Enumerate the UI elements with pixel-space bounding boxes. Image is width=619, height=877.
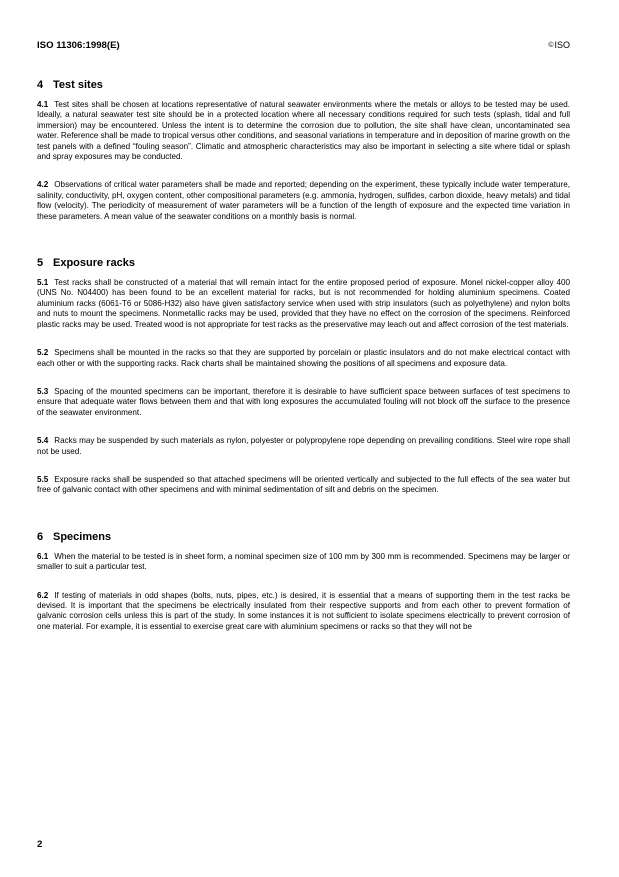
clause-number: 4.2 <box>37 180 49 190</box>
clause-number: 5.3 <box>37 386 49 396</box>
clause-number: 6.2 <box>37 590 49 600</box>
clause-text: If testing of materials in odd shapes (bolts, nuts, pipes, etc.) is desired, it is essential that a means of supporting them in the test racks be devised. It is important that the specimens be electrically insulated from their respective supports and from each other to prevent formation of galvanic corrosion cells unless this is part of the study. In some instances it is not sufficient to isolate specimens electrically to prevent corrosion of one material. For example, it is essential to exercise great care with aluminium specimens or racks so that they will not be <box>37 590 570 631</box>
copyright-notice <box>548 40 570 50</box>
clause-number: 5.5 <box>37 474 49 484</box>
clause-paragraph <box>37 387 570 418</box>
copyright-org: ISO <box>554 40 570 50</box>
clause-number: 5.4 <box>37 436 49 446</box>
standard-designation: ISO 11306:1998(E) <box>37 40 120 51</box>
clause-paragraph <box>37 100 570 162</box>
clause-paragraph <box>37 278 570 330</box>
clause-paragraph <box>37 348 570 369</box>
clause-text: Spacing of the mounted specimens can be important, therefore it is desirable to have sufficient space between surfaces of test specimens to ensure that adequate water flows between them and that with long exposures the accumulated fouling will not block off the surface to the presence of the seawater environment. <box>37 386 570 417</box>
clause-text: Racks may be suspended by such materials as nylon, polyester or polypropylene rope depending on prevailing conditions. Steel wire rope shall not be used. <box>37 436 570 456</box>
section-heading <box>37 531 570 543</box>
clause-number: 4.1 <box>37 100 49 109</box>
clause-text: When the material to be tested is in sheet form, a nominal specimen size of 100 mm by 300 mm is recommended. Specimens may be larger or smaller to suit a particular test. <box>37 551 570 572</box>
section-number: 4 <box>37 79 44 91</box>
clause-paragraph <box>37 436 570 457</box>
clause-paragraph <box>37 475 570 496</box>
section-specimens <box>37 531 570 632</box>
clause-number: 6.1 <box>37 551 49 561</box>
clause-number: 5.1 <box>37 278 49 288</box>
section-title: Exposure racks <box>53 257 135 270</box>
clause-paragraph <box>37 552 570 573</box>
section-title: Specimens <box>53 530 112 543</box>
section-number: 6 <box>37 530 44 543</box>
clause-text: Observations of critical water parameters shall be made and reported; depending on the experiment, these typically include water temperature, salinity, conductivity, pH, oxygen content, other compositional parameters (e.g. ammonia, hydrogen, sulfides, carbon dioxide, heavy metals) and tidal flow (velocity). The periodicity of measurement of water parameters will be a function of the length of exposure and the expected time variation in these parameters. A mean value of the seawater conditions on a monthly basis is normal. <box>37 180 570 221</box>
page-body <box>37 79 570 632</box>
copyright-symbol: © <box>548 42 554 49</box>
section-title: Test sites <box>53 79 103 91</box>
clause-text: Exposure racks shall be suspended so that attached specimens will be oriented vertically and subjected to the full effects of the sea water but free of galvanic contact with other specimens and with minimal sedimentation of silt and debris on the specimen. <box>37 474 570 495</box>
clause-text: Test sites shall be chosen at locations representative of natural seawater environments where the metals or alloys to be tested may be used. Ideally, a natural seawater test site should be in a protected location where all necessary conditions required for such tests (splash, tidal and full immersion) may be encountered. Unless the intent is to determine the corrosion due to pollution, the site shall have clean, uncontaminated sea water. Reference shall be made to tropical versus other conditions, and seasonal variations in temperature and in deposition of marine growth on the test panels with a defined “fouling season”. Climatic and atmospheric characteristics may also be important in selecting a site where tidal or splash and spray exposures may be conducted. <box>37 100 570 162</box>
section-heading <box>37 257 570 269</box>
clause-text: Specimens shall be mounted in the racks so that they are supported by porcelain or plastic insulators and do not make electrical contact with each other or with the supporting racks. Rack charts shall be maintained showing the positions of all specimens and exposure data. <box>37 348 570 368</box>
section-exposure-racks <box>37 257 570 496</box>
clause-number: 5.2 <box>37 348 49 358</box>
clause-text: Test racks shall be constructed of a material that will remain intact for the entire proposed period of exposure. Monel nickel-copper alloy 400 (UNS No. N04400) has been found to be an excellent material for racks, but is not recommended for holding aluminium specimens. Coated aluminium racks (6061-T6 or 5086-H32) also have given satisfactory service when used with strip insulators (such as polyethylene) and nylon bolts and nuts to mount the specimens. Nonmetallic racks may be used, provided that they have no effect on the corrosion of the specimens. Reinforced plastic racks may be used. Treated wood is not appropriate for test racks as the preservative may leach out and affect corrosion of the test materials. <box>37 278 570 329</box>
section-number: 5 <box>37 257 44 270</box>
section-heading <box>37 79 570 91</box>
page-number: 2 <box>37 839 43 850</box>
section-test-sites <box>37 79 570 222</box>
clause-paragraph <box>37 591 570 633</box>
clause-paragraph <box>37 180 570 222</box>
